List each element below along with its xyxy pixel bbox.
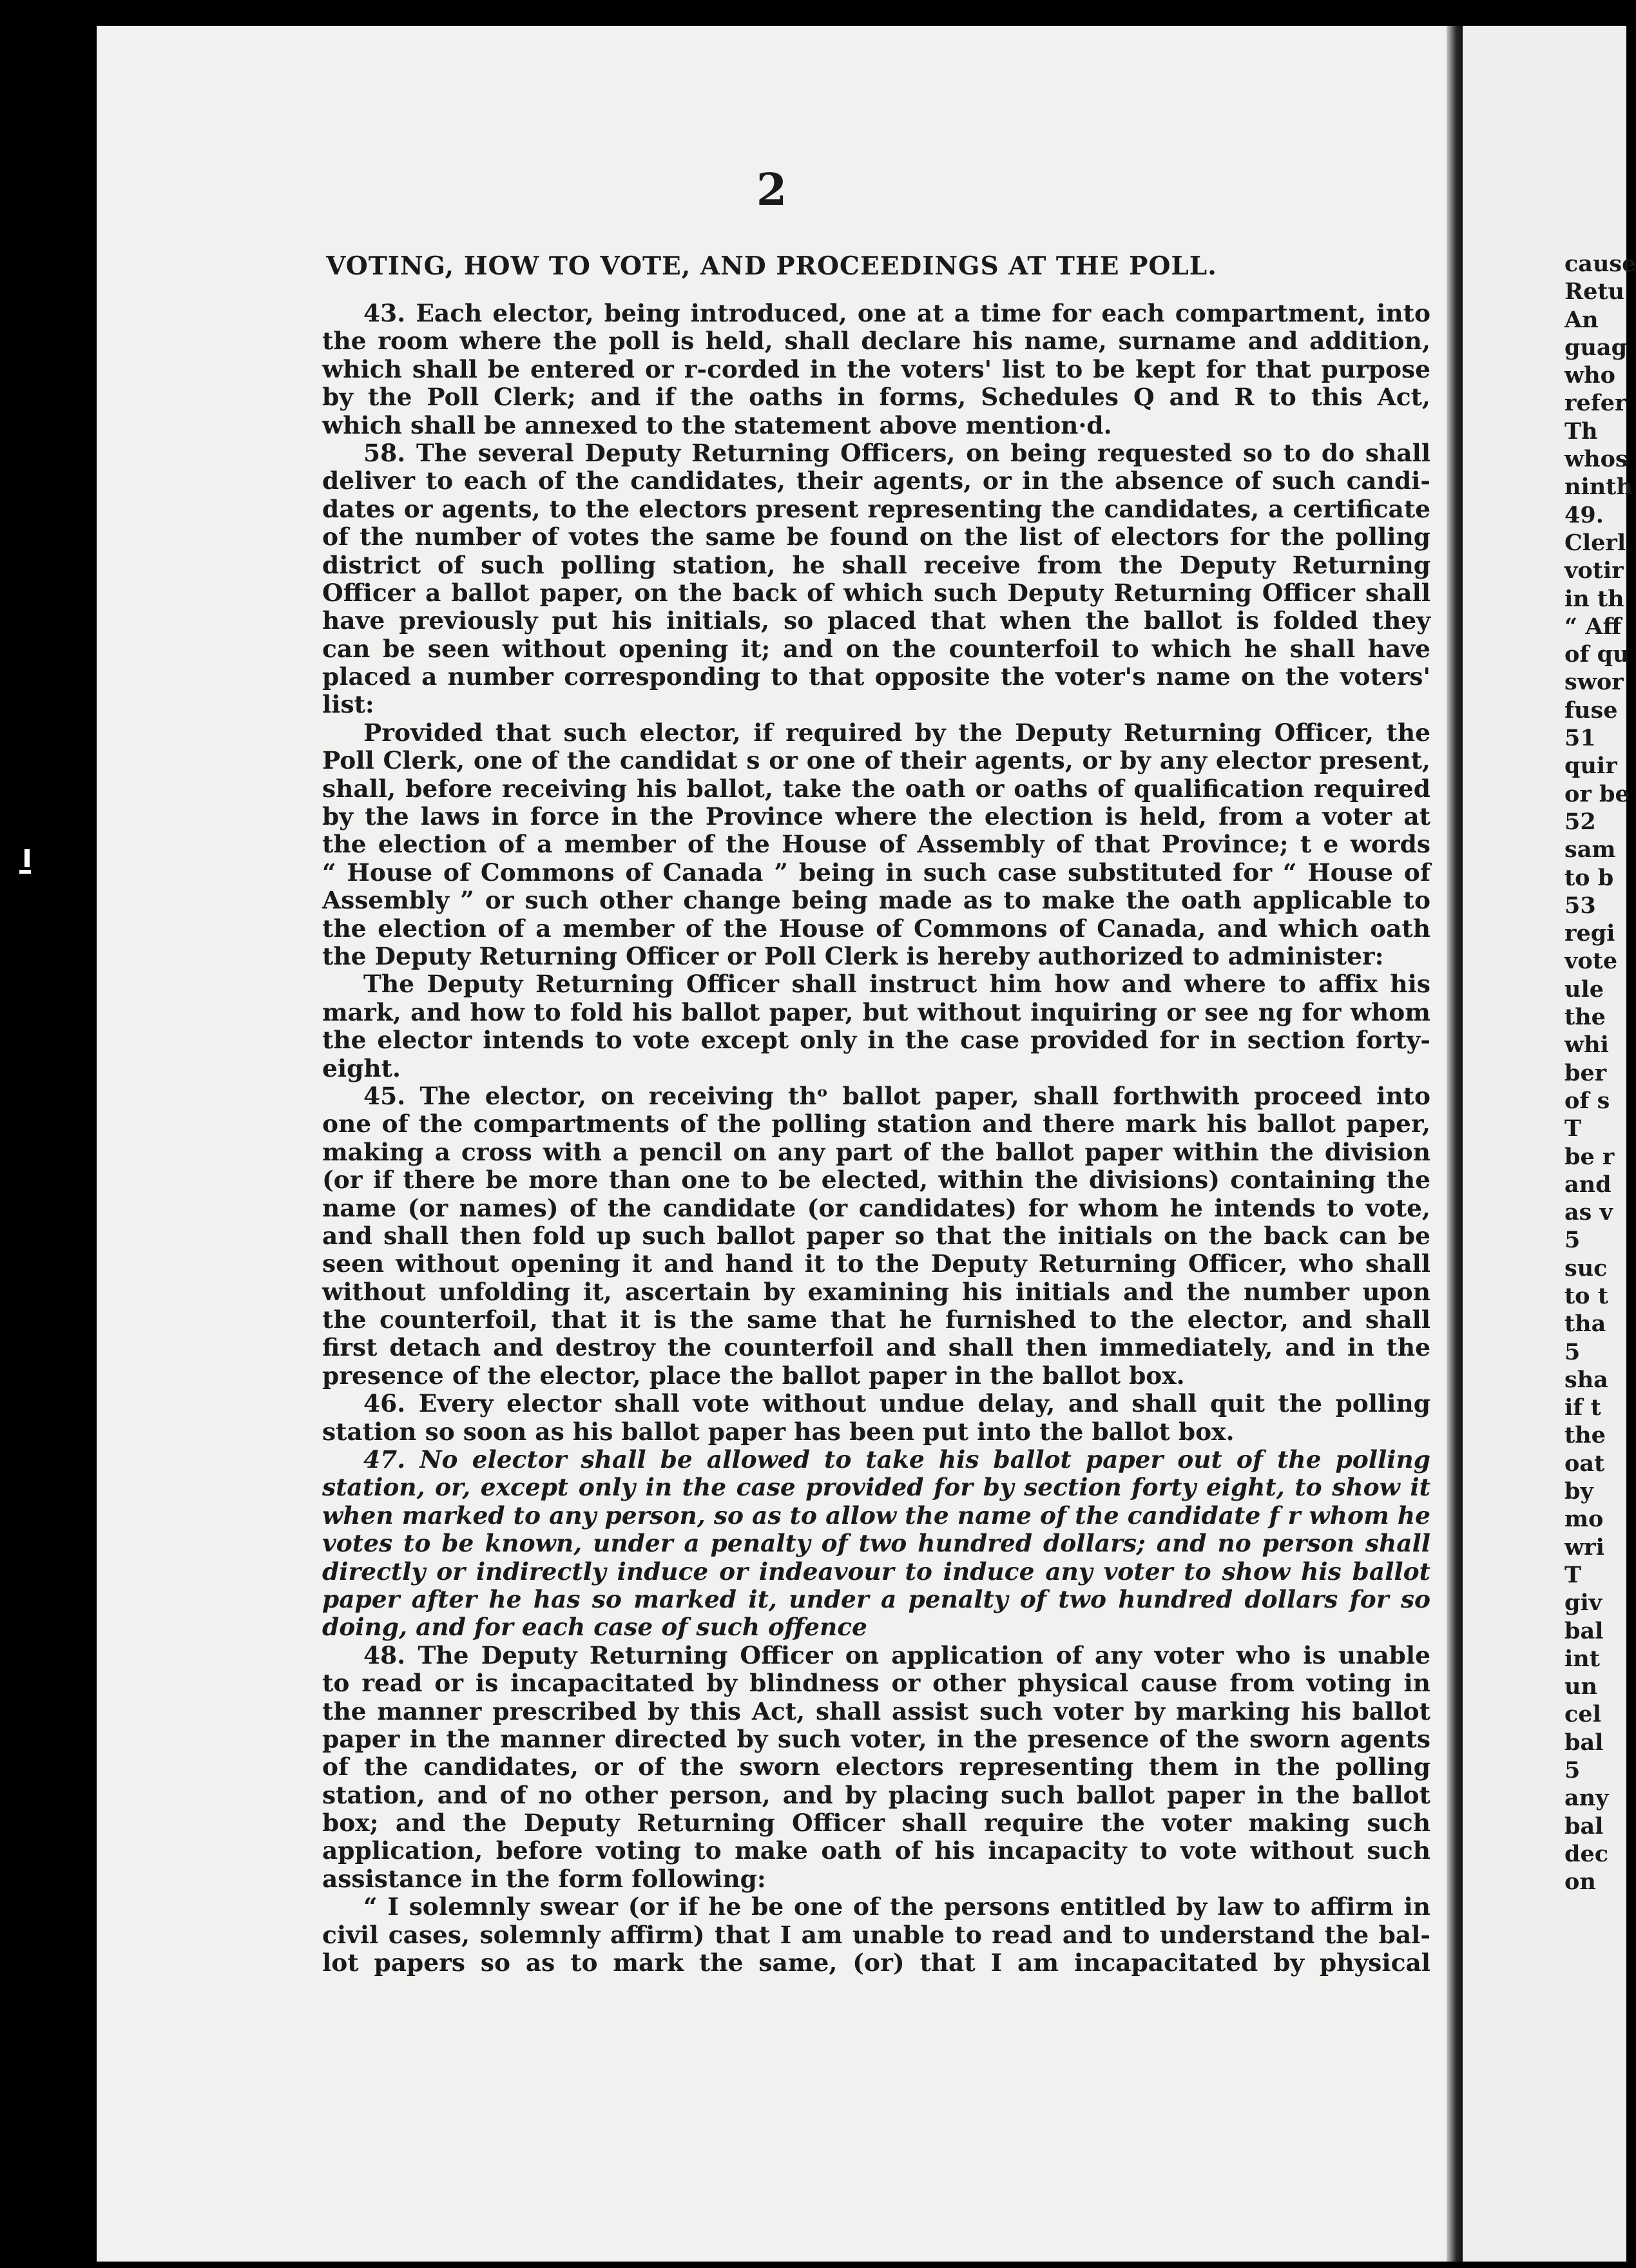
right-page-fragment: 49.: [1564, 501, 1604, 528]
left-page: [97, 26, 1447, 2262]
right-page-fragment: 53: [1564, 892, 1596, 919]
text-line: seen without opening it and hand it to the Deputy Returning Officer, who shall: [322, 1249, 1430, 1278]
right-page-fragment: “ Aff: [1564, 613, 1622, 640]
right-page-fragment: wri: [1564, 1533, 1604, 1561]
text-line: the elector intends to vote except only in the case provided for in section forty-: [322, 1026, 1430, 1055]
text-line: first detach and destroy the counterfoil and shall then immediately, and in the: [322, 1333, 1430, 1362]
right-page-fragment: sam: [1564, 836, 1616, 863]
right-page-fragment: oat: [1564, 1450, 1605, 1477]
text-line: box; and the Deputy Returning Officer shall require the voter making such: [322, 1809, 1430, 1838]
text-line: deliver to each of the candidates, their agents, or in the absence of such candi-: [322, 466, 1430, 495]
right-page-fragment: Clerl: [1564, 529, 1626, 556]
text-line: 58. The several Deputy Returning Officers, on being requested so to do shall: [363, 438, 1430, 467]
text-line: name (or names) of the candidate (or candidates) for whom he intends to vote,: [322, 1193, 1430, 1222]
right-page-fragment: of qu: [1564, 641, 1630, 668]
text-line: dates or agents, to the electors present representing the candidates, a certificate: [322, 494, 1430, 523]
right-page-fragment: and: [1564, 1171, 1612, 1198]
text-line: the election of a member of the House of Commons of Canada, and which oath: [322, 914, 1430, 943]
page-number: 2: [756, 164, 787, 216]
right-page-fragment: 5: [1564, 1757, 1581, 1784]
right-page-fragment: votir: [1564, 557, 1624, 584]
text-line: mark, and how to fold his ballot paper, but without inquiring or see ng for whom: [322, 997, 1430, 1026]
right-page-fragment: dec: [1564, 1840, 1609, 1867]
text-line: presence of the elector, place the ballot paper in the ballot box.: [322, 1361, 1185, 1390]
right-page-fragment: ule: [1564, 975, 1604, 1003]
right-page-fragment: Retu: [1564, 278, 1624, 305]
text-line: civil cases, solemnly affirm) that I am unable to read and to understand the bal-: [322, 1920, 1430, 1949]
scan-speck: [24, 849, 30, 867]
text-line: Assembly ” or such other change being made as to make the oath applicable to: [322, 886, 1430, 915]
text-line: to read or is incapacitated by blindness or other physical cause from voting in: [322, 1669, 1430, 1698]
text-line: directly or indirectly induce or indeavour to induce any voter to show his ballot: [322, 1557, 1430, 1586]
text-line: shall, before receiving his ballot, take the oath or oaths of qualification required: [322, 774, 1430, 803]
right-page-fragment: any: [1564, 1785, 1609, 1812]
right-page-fragment: suc: [1564, 1254, 1608, 1282]
right-page-fragment: ninth: [1564, 474, 1633, 501]
right-page-fragment: on: [1564, 1869, 1596, 1896]
right-page-fragment: swor: [1564, 669, 1624, 696]
text-line: (or if there be more than one to be elected, within the divisions) containing the: [322, 1166, 1430, 1195]
text-line: the room where the poll is held, shall declare his name, surname and addition,: [322, 327, 1430, 356]
text-line: station so soon as his ballot paper has been put into the ballot box.: [322, 1417, 1235, 1446]
text-line: doing, and for each case of such offence: [322, 1613, 867, 1642]
text-line: the manner prescribed by this Act, shall assist such voter by marking his ballot: [322, 1696, 1430, 1725]
right-page-fragment: 51: [1564, 725, 1596, 752]
text-line: have previously put his initials, so placed that when the ballot is folded they: [322, 606, 1430, 635]
right-page-fragment: refer: [1564, 390, 1627, 417]
right-page-fragment: int: [1564, 1645, 1600, 1672]
text-line: list:: [322, 690, 374, 719]
right-page-fragment: by: [1564, 1478, 1593, 1505]
text-line: application, before voting to make oath of his incapacity to vote without such: [322, 1836, 1430, 1865]
right-page-fragment: to b: [1564, 864, 1614, 891]
text-line: 45. The elector, on receiving thᵒ ballot paper, shall forthwith proceed into: [363, 1081, 1430, 1110]
right-page-fragment: in th: [1564, 585, 1624, 612]
text-line: the Deputy Returning Officer or Poll Clerk is hereby authorized to administer:: [322, 941, 1384, 970]
text-line: Provided that such elector, if required by the Deputy Returning Officer, the: [363, 718, 1430, 747]
page-gutter: [1447, 26, 1463, 2262]
right-page-fragment: ber: [1564, 1059, 1607, 1086]
right-page-fragment: quir: [1564, 753, 1617, 780]
right-page-fragment: 5: [1564, 1227, 1581, 1254]
text-line: paper in the manner directed by such voter, in the presence of the sworn agents: [322, 1724, 1430, 1753]
text-line: 46. Every elector shall vote without undue delay, and shall quit the polling: [363, 1389, 1430, 1418]
right-page-fragment: sha: [1564, 1366, 1608, 1393]
text-line: assistance in the form following:: [322, 1864, 766, 1893]
right-page-fragment: tha: [1564, 1311, 1606, 1338]
text-line: one of the compartments of the polling station and there mark his ballot paper,: [322, 1110, 1430, 1139]
right-page-fragment: guag: [1564, 334, 1628, 361]
right-page-fragment: bal: [1564, 1729, 1604, 1756]
text-line: The Deputy Returning Officer shall instruct him how and where to affix his: [363, 970, 1430, 999]
text-line: eight.: [322, 1053, 401, 1082]
text-line: placed a number corresponding to that opposite the voter's name on the voters': [322, 662, 1430, 691]
right-page-fragment: of s: [1564, 1087, 1610, 1114]
text-line: by the Poll Clerk; and if the oaths in forms, Schedules Q and R to this Act,: [322, 383, 1430, 412]
text-line: can be seen without opening it; and on the counterfoil to which he shall have: [322, 634, 1430, 663]
right-page-fragment: mo: [1564, 1506, 1604, 1533]
right-page-fragment: Th: [1564, 418, 1598, 445]
text-line: of the candidates, or of the sworn electors representing them in the polling: [322, 1753, 1430, 1782]
right-page-fragment: to t: [1564, 1282, 1608, 1309]
text-line: “ I solemnly swear (or if he be one of the persons entitled by law to affirm in: [363, 1892, 1430, 1921]
right-page-fragment: whos: [1564, 446, 1628, 473]
right-page-fragment: fuse: [1564, 697, 1618, 724]
text-line: Poll Clerk, one of the candidat s or one of their agents, or by any elector present,: [322, 746, 1430, 775]
right-page-fragments: [1564, 250, 1636, 1896]
text-line: station, or, except only in the case provided for by section forty eight, to show it: [322, 1473, 1430, 1502]
text-line: which shall be entered or r-corded in the voters' list to be kept for that purpose: [322, 354, 1430, 383]
text-line: the election of a member of the House of Assembly of that Province; t e words: [322, 830, 1430, 859]
text-line: 43. Each elector, being introduced, one at a time for each compartment, into: [363, 299, 1430, 327]
text-line: making a cross with a pencil on any part of the ballot paper within the division: [322, 1137, 1430, 1166]
right-page-fragment: T: [1564, 1561, 1582, 1588]
section-heading: VOTING, HOW TO VOTE, AND PROCEEDINGS AT THE POLL.: [326, 251, 1217, 281]
text-line: without unfolding it, ascertain by examining his initials and the number upon: [322, 1277, 1430, 1306]
right-page-fragment: T: [1564, 1115, 1582, 1142]
right-page-fragment: cel: [1564, 1701, 1601, 1728]
right-page-fragment: giv: [1564, 1590, 1602, 1617]
right-page-fragment: who: [1564, 362, 1615, 389]
text-line: lot papers so as to mark the same, (or) that I am incapacitated by physical: [322, 1948, 1430, 1977]
scan-speck: [19, 870, 31, 874]
right-page-fragment: as v: [1564, 1199, 1613, 1226]
right-page-fragment: the: [1564, 1422, 1606, 1449]
text-line: of the number of votes the same be found on the list of electors for the polling: [322, 523, 1430, 552]
text-line: “ House of Commons of Canada ” being in such case substituted for “ House of: [322, 858, 1430, 887]
right-page-fragment: bal: [1564, 1812, 1604, 1840]
right-page-fragment: 5: [1564, 1338, 1581, 1365]
right-page-fragment: the: [1564, 1004, 1606, 1031]
text-line: the counterfoil, that it is the same that he furnished to the elector, and shall: [322, 1305, 1430, 1334]
right-page-fragment: vote: [1564, 948, 1618, 975]
text-line: 47. No elector shall be allowed to take his ballot paper out of the polling: [363, 1445, 1430, 1474]
right-page-fragment: un: [1564, 1673, 1597, 1700]
text-line: when marked to any person, so as to allow the name of the candidate f r whom he: [322, 1501, 1430, 1530]
text-line: district of such polling station, he shall receive from the Deputy Returning: [322, 550, 1430, 579]
text-line: paper after he has so marked it, under a penalty of two hundred dollars for so: [322, 1584, 1430, 1613]
right-page-fragment: whi: [1564, 1032, 1609, 1059]
right-page-fragment: be r: [1564, 1143, 1615, 1170]
right-page-fragment: or be: [1564, 780, 1630, 807]
right-page-fragment: regi: [1564, 920, 1615, 947]
right-page-fragment: bal: [1564, 1617, 1604, 1644]
text-line: Officer a ballot paper, on the back of which such Deputy Returning Officer shall: [322, 578, 1430, 607]
text-line: votes to be known, under a penalty of two hundred dollars; and no person shall: [322, 1529, 1430, 1558]
statute-body-text: [322, 300, 1430, 1977]
right-page-fragment: 52: [1564, 808, 1596, 835]
right-page-fragment: cause: [1564, 251, 1636, 277]
text-line: 48. The Deputy Returning Officer on application of any voter who is unable: [363, 1640, 1430, 1669]
text-line: and shall then fold up such ballot paper so that the initials on the back can be: [322, 1221, 1430, 1250]
text-line: by the laws in force in the Province where the election is held, from a voter at: [322, 802, 1430, 831]
right-page-fragment: An: [1564, 306, 1599, 333]
text-line: station, and of no other person, and by placing such ballot paper in the ballot: [322, 1780, 1430, 1809]
right-page-fragment: if t: [1564, 1394, 1601, 1421]
text-line: which shall be annexed to the statement above mention·d.: [322, 410, 1112, 439]
